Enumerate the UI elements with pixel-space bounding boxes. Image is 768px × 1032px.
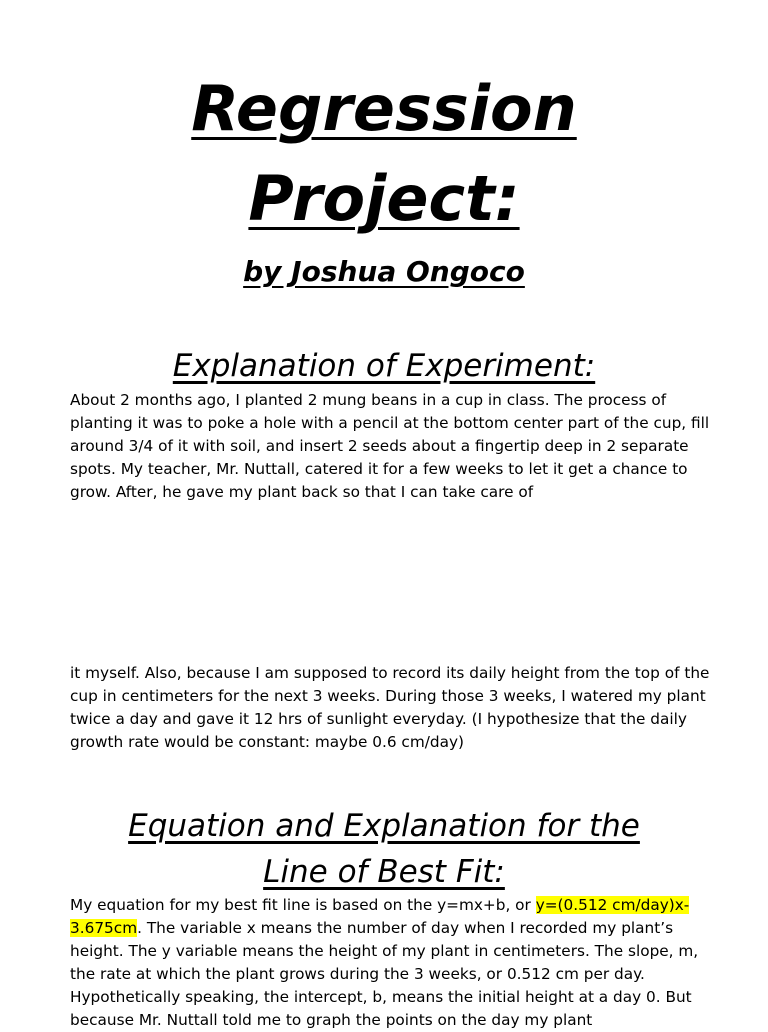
- section-heading-best-fit: [0, 803, 768, 895]
- best-fit-paragraph: [70, 894, 710, 1032]
- author-byline: by Joshua Ongoco: [243, 255, 525, 288]
- title-line-1: Regression: [191, 72, 577, 145]
- heading-line-2: Line of Best Fit:: [263, 854, 505, 890]
- highlighted-equation: y=(0.512 cm/day)x-3.675cm: [70, 896, 690, 937]
- equation-explanation-text: . The variable x means the number of day when I recorded my plant’s height. The y variable means the height of my plant in centimeters. The slope, m, the rate at which the plant grows during the 3 weeks, or 0.512 cm per day. Hypothetically speaking, the intercept, b, means the initial height at a day 0. But because Mr. Nuttall told me to graph the points on the day my plant: [70, 919, 699, 1029]
- title-line-2: Project:: [248, 162, 520, 235]
- equation-intro-text: My equation for my best fit line is based on the y=mx+b, or: [70, 896, 536, 914]
- heading-line-1: Equation and Explanation for the: [128, 808, 640, 844]
- section-heading-experiment: Explanation of Experiment:: [172, 348, 596, 384]
- experiment-paragraph-part1: About 2 months ago, I planted 2 mung beans in a cup in class. The process of planting it was to poke a hole with a pencil at the bottom center part of the cup, fill around 3/4 of it with soil, and insert 2 seeds about a fingertip deep in 2 separate spots. My teacher, Mr. Nuttall, catered it for a few weeks to let it get a chance to grow. After, he gave my plant back so that I can take care of: [70, 391, 710, 501]
- experiment-paragraph-part2: it myself. Also, because I am supposed to record its daily height from the top of the cup in centimeters for the next 3 weeks. During those 3 weeks, I watered my plant twice a day and gave it 12 hrs of sunlight everyday. (I hypothesize that the daily growth rate would be constant: maybe 0.6 cm/day): [70, 664, 710, 751]
